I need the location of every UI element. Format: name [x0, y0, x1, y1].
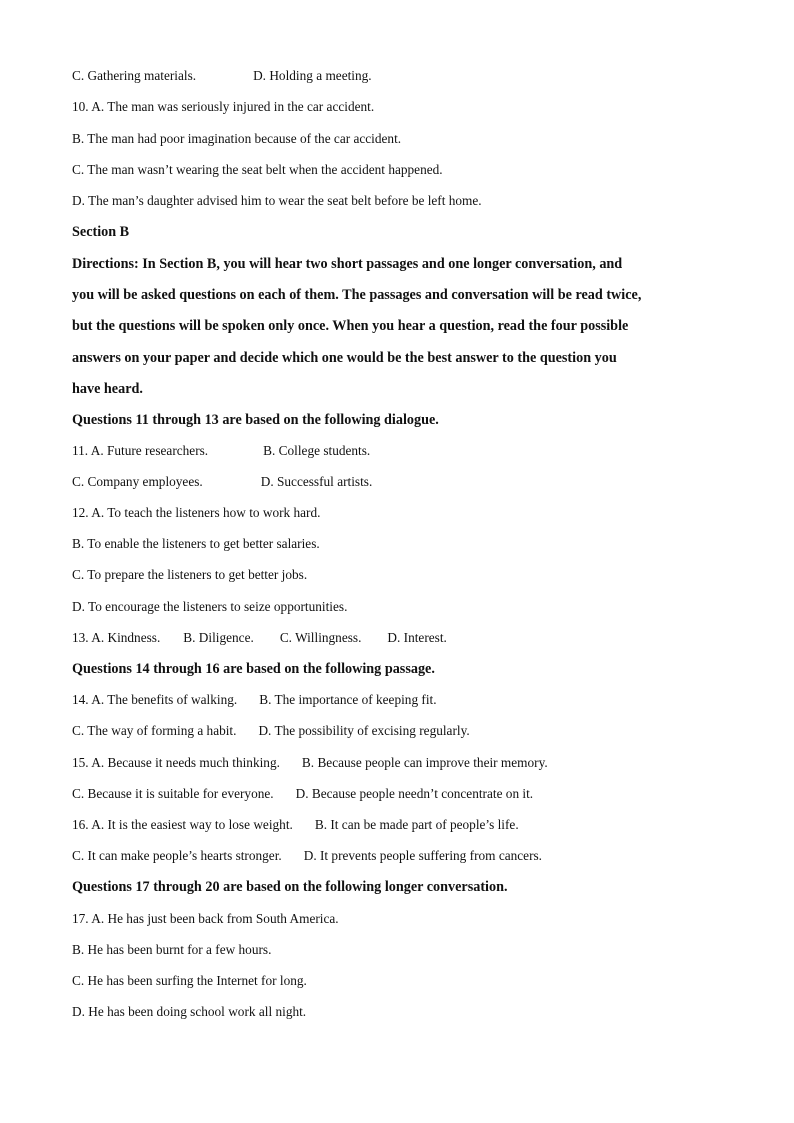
- option-16b: B. It can be made part of people’s life.: [314, 817, 519, 832]
- section-heading: Section B: [72, 224, 130, 240]
- option-line-16cd: [72, 847, 542, 865]
- question-group-heading-11-13: Questions 11 through 13 are based on the following dialogue.: [72, 412, 439, 428]
- option-11a: 11. A. Future researchers.: [72, 443, 209, 458]
- option-line-12c: C. To prepare the listeners to get better jobs.: [72, 567, 308, 582]
- option-line-10c: C. The man wasn’t wearing the seat belt when the accident happened.: [72, 162, 443, 177]
- option-line-17b: B. He has been burnt for a few hours.: [72, 942, 272, 957]
- option-line-15ab: [72, 754, 548, 772]
- option-line-16ab: [72, 816, 519, 834]
- option-14b: B. The importance of keeping fit.: [259, 692, 437, 707]
- option-15a: 15. A. Because it needs much thinking.: [72, 755, 280, 770]
- option-15d: D. Because people needn’t concentrate on it.: [295, 786, 534, 801]
- option-line-12b: B. To enable the listeners to get better salaries.: [72, 536, 320, 551]
- option-line-11ab: [72, 442, 370, 460]
- directions-line-2: you will be asked questions on each of them. The passages and conversation will be read twice,: [72, 287, 642, 303]
- option-line-15cd: [72, 785, 533, 803]
- option-15b: B. Because people can improve their memory.: [301, 755, 548, 770]
- option-line-10a: 10. A. The man was seriously injured in the car accident.: [72, 99, 375, 114]
- option-13c: C. Willingness.: [279, 630, 362, 645]
- question-group-heading-14-16: Questions 14 through 16 are based on the following passage.: [72, 661, 435, 677]
- option-line-14ab: [72, 691, 437, 709]
- option-line-17a: 17. A. He has just been back from South America.: [72, 911, 339, 926]
- option-line-11cd: [72, 473, 372, 491]
- directions-line-5: have heard.: [72, 381, 143, 397]
- option-13a: 13. A. Kindness.: [72, 630, 161, 645]
- option-line-17c: C. He has been surfing the Internet for long.: [72, 973, 307, 988]
- option-line-9cd: [72, 67, 372, 85]
- option-16c: C. It can make people’s hearts stronger.: [72, 848, 282, 863]
- option-13d: D. Interest.: [387, 630, 447, 645]
- option-9c: C. Gathering materials.: [72, 68, 197, 83]
- option-line-14cd: [72, 722, 470, 740]
- option-14d: D. The possibility of excising regularly.: [258, 723, 470, 738]
- option-11c: C. Company employees.: [72, 474, 203, 489]
- option-11d: D. Successful artists.: [260, 474, 373, 489]
- option-line-12d: D. To encourage the listeners to seize opportunities.: [72, 599, 348, 614]
- option-15c: C. Because it is suitable for everyone.: [72, 786, 274, 801]
- directions-line-3: but the questions will be spoken only once. When you hear a question, read the four possible: [72, 318, 629, 334]
- option-14c: C. The way of forming a habit.: [72, 723, 237, 738]
- option-13b: B. Diligence.: [183, 630, 254, 645]
- option-line-10b: B. The man had poor imagination because of the car accident.: [72, 131, 402, 146]
- option-line-17d: D. He has been doing school work all night.: [72, 1004, 307, 1019]
- option-9d: D. Holding a meeting.: [253, 68, 372, 83]
- question-group-heading-17-20: Questions 17 through 20 are based on the following longer conversation.: [72, 879, 508, 895]
- option-16a: 16. A. It is the easiest way to lose weight.: [72, 817, 293, 832]
- option-line-13: [72, 629, 447, 647]
- directions-line-4: answers on your paper and decide which one would be the best answer to the question you: [72, 350, 617, 366]
- directions-line-1: Directions: In Section B, you will hear two short passages and one longer conversation, and: [72, 256, 623, 272]
- option-16d: D. It prevents people suffering from cancers.: [303, 848, 543, 863]
- option-14a: 14. A. The benefits of walking.: [72, 692, 238, 707]
- option-11b: B. College students.: [263, 443, 371, 458]
- option-line-10d: D. The man’s daughter advised him to wear the seat belt before be left home.: [72, 193, 482, 208]
- option-line-12a: 12. A. To teach the listeners how to work hard.: [72, 505, 321, 520]
